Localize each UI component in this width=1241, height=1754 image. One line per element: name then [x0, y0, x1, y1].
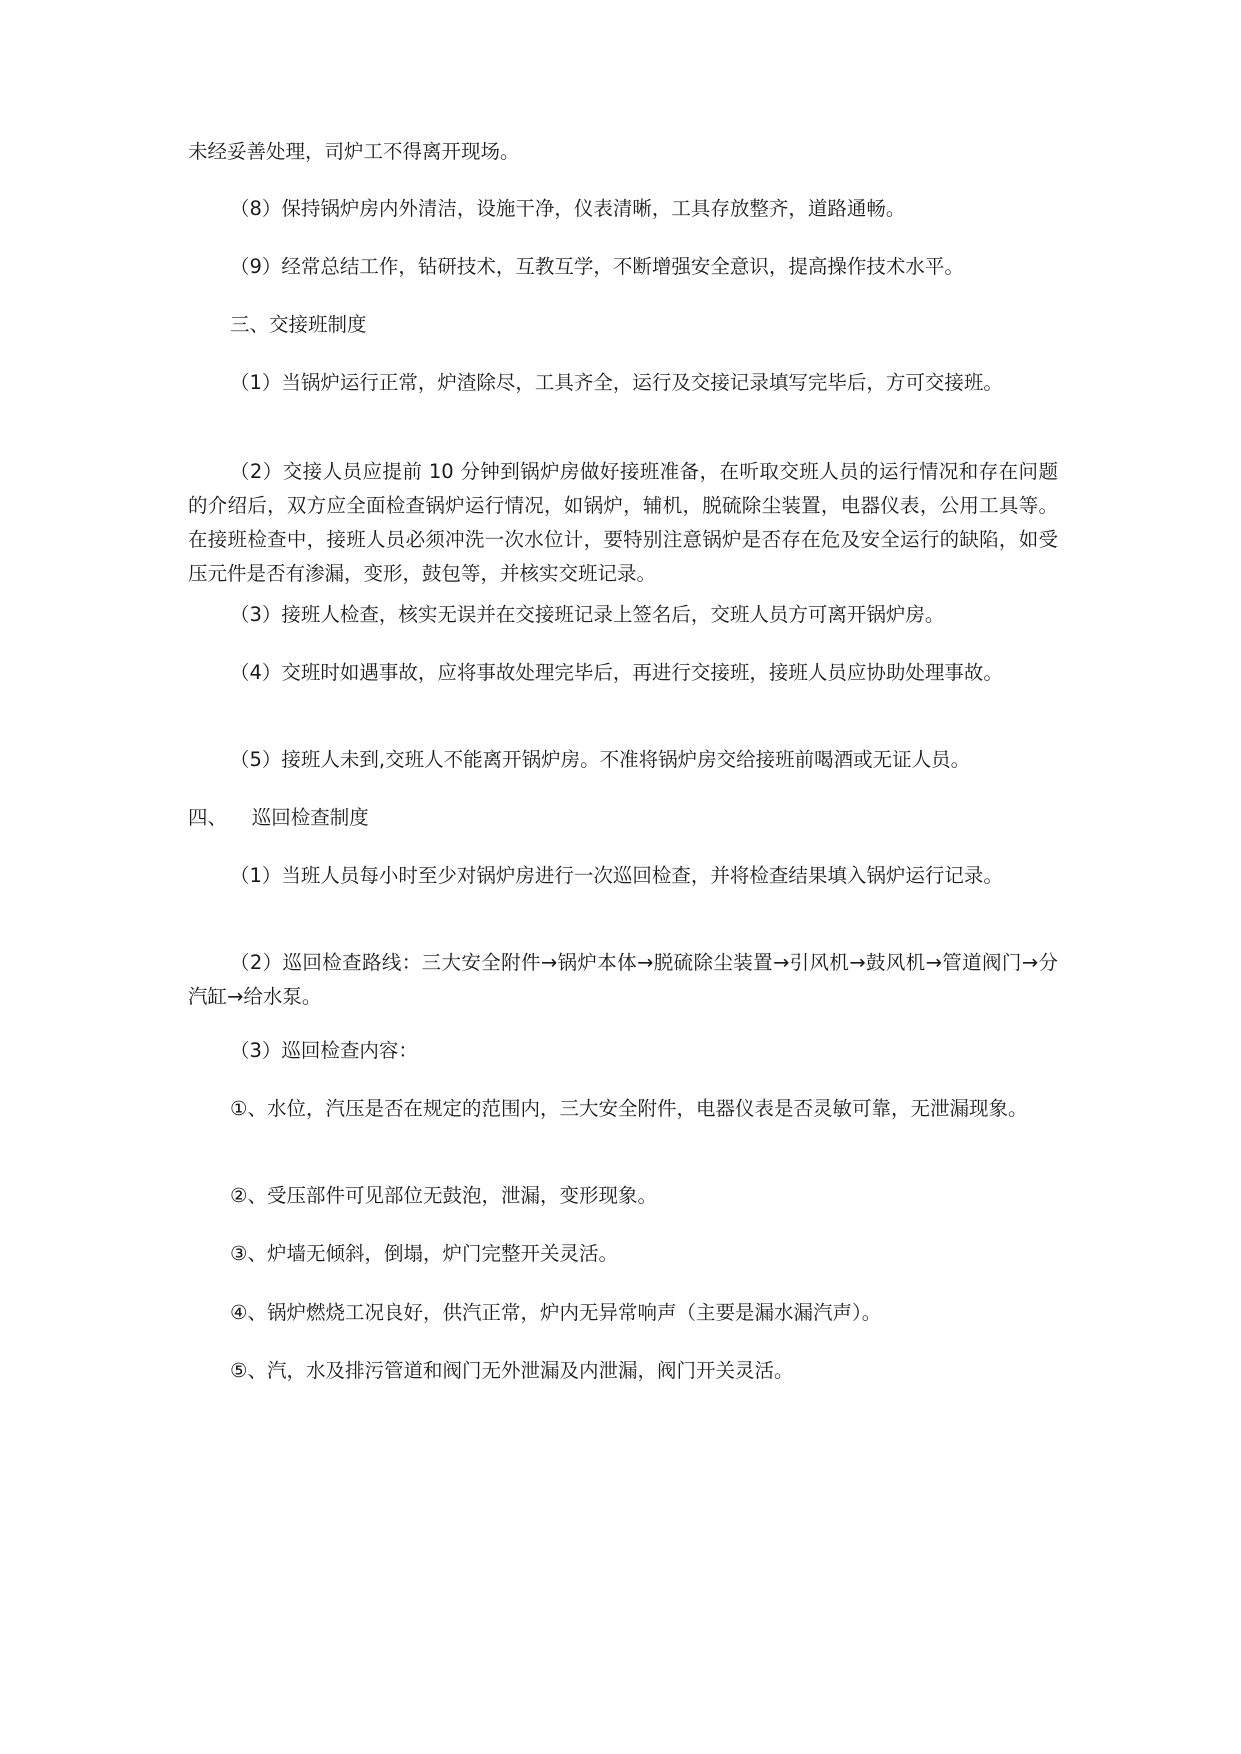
- inspection-point-2: ②、受压部件可见部位无鼓泡，泄漏，变形现象。: [230, 1184, 657, 1207]
- paragraph-inspection-1: （1）当班人员每小时至少对锅炉房进行一次巡回检查，并将检查结果填入锅炉运行记录。: [230, 864, 1003, 887]
- paragraph-item-8: （8）保持锅炉房内外清洁，设施干净，仪表清晰，工具存放整齐，道路通畅。: [230, 197, 906, 220]
- paragraph-inspection-3: （3）巡回检查内容：: [230, 1039, 418, 1062]
- inspection-point-4: ④、锅炉燃烧工况良好，供汽正常，炉内无异常响声（主要是漏水漏汽声）。: [230, 1301, 882, 1324]
- section-heading-inspection: 四、 巡回检查制度: [188, 806, 369, 829]
- inspection-point-3: ③、炉墙无倾斜，倒塌，炉门完整开关灵活。: [230, 1242, 618, 1265]
- paragraph-handover-2: （2）交接人员应提前 10 分钟到锅炉房做好接班准备，在听取交班人员的运行情况和存在问题的介绍后，双方应全面检查锅炉运行情况，如锅炉，辅机，脱硫除尘装置，电器仪表，公用工具等。在接班检查中，接班人员必须冲洗一次水位计，要特别注意锅炉是否存在危及安全运行的缺陷，如受压元件是否有渗漏，变形，鼓包等，并核实交班记录。: [188, 460, 1058, 585]
- paragraph-item-9: （9）经常总结工作，钻研技术，互教互学，不断增强安全意识，提高操作技术水平。: [230, 255, 964, 278]
- paragraph-handover-5: （5）接班人未到,交班人不能离开锅炉房。不准将锅炉房交给接班前喝酒或无证人员。: [230, 748, 971, 771]
- paragraph-handover-4: （4）交班时如遇事故，应将事故处理完毕后，再进行交接班，接班人员应协助处理事故。: [230, 661, 1003, 684]
- section-heading-handover: 三、交接班制度: [230, 313, 367, 336]
- inspection-point-5: ⑤、汽，水及排污管道和阀门无外泄漏及内泄漏，阀门开关灵活。: [230, 1359, 794, 1382]
- paragraph-inspection-2: （2）巡回检查路线：三大安全附件→锅炉本体→脱硫除尘装置→引风机→鼓风机→管道阀门→分汽缸→给水泵。: [188, 951, 1058, 1008]
- inspection-point-1: ①、水位，汽压是否在规定的范围内，三大安全附件，电器仪表是否灵敏可靠，无泄漏现象。: [230, 1097, 1028, 1120]
- paragraph-handover-3: （3）接班人检查，核实无误并在交接班记录上签名后，交班人员方可离开锅炉房。: [230, 603, 945, 626]
- paragraph-continuation: 未经妥善处理，司炉工不得离开现场。: [188, 140, 520, 163]
- paragraph-handover-1: （1）当锅炉运行正常，炉渣除尽，工具齐全，运行及交接记录填写完毕后，方可交接班。: [230, 371, 1003, 394]
